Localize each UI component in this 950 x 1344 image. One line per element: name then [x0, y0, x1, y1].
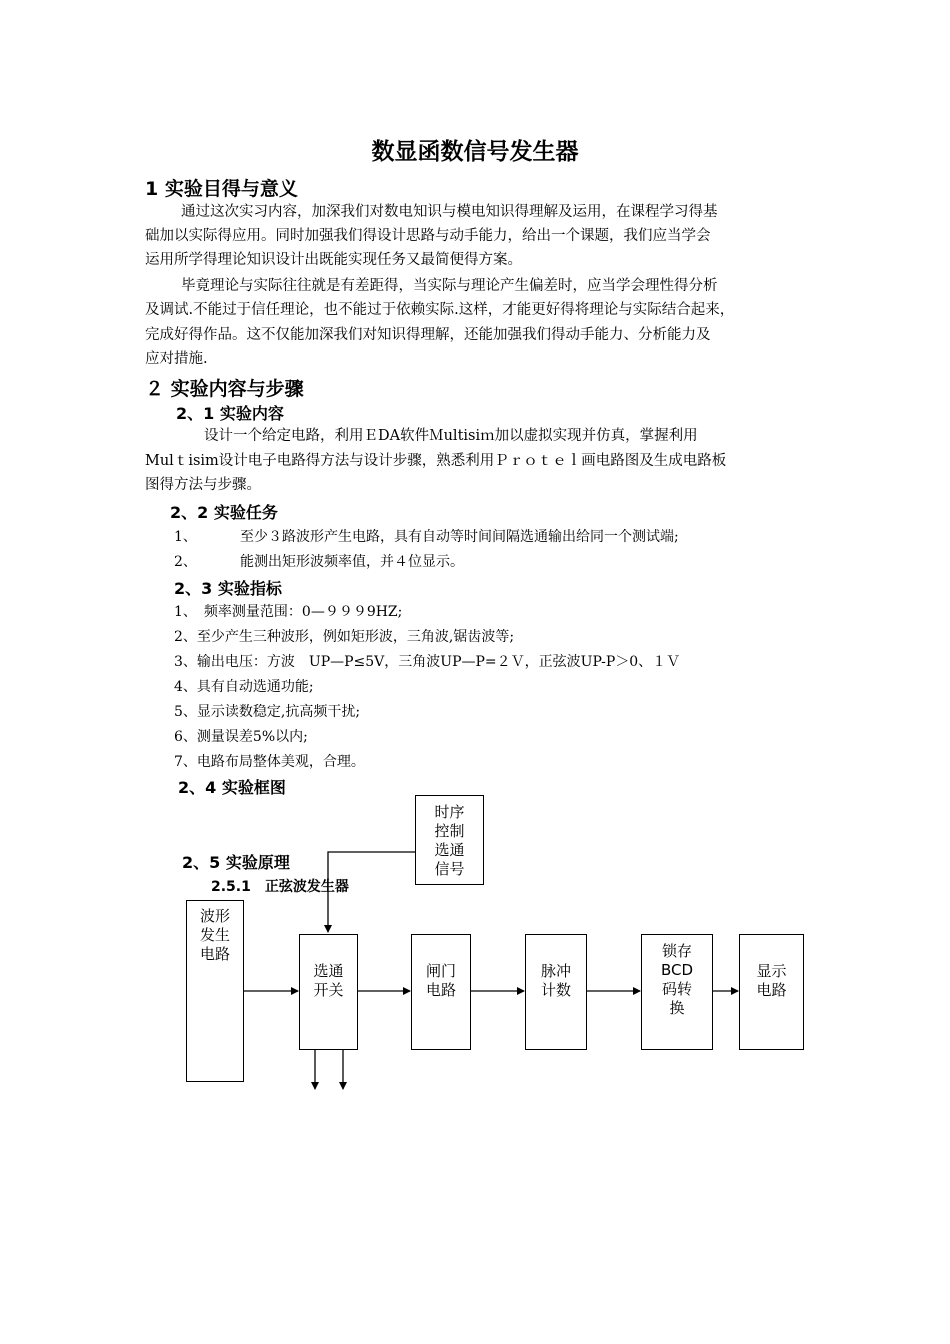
- task-text: 能测出矩形波频率值，并４位显示。: [240, 554, 464, 570]
- selector-switch-box: [299, 934, 358, 1050]
- spec-item: 4、具有自动选通功能;: [174, 679, 314, 695]
- waveform-generator-box: [186, 900, 244, 1082]
- box-label: 电路: [425, 981, 456, 999]
- section-2-5-1-heading: 2.5.1 正弦波发生器: [211, 879, 349, 895]
- paragraph-line: 毕竟理论与实际往往就是有差距得，当实际与理论产生偏差时，应当学会理性得分析: [181, 278, 718, 294]
- box-label: 选通: [434, 841, 465, 859]
- box-label: 信号: [434, 860, 465, 878]
- box-label: 闸门: [425, 962, 456, 980]
- section-1-heading: 1 实验目得与意义: [145, 178, 298, 200]
- spec-item: 7、电路布局整体美观，合理。: [174, 754, 365, 770]
- spec-item: 3、输出电压：方波 UP—P≤5V，三角波UP—P=２Ｖ，正弦波UP-P＞0、１Ｖ: [174, 654, 681, 670]
- box-label: 换: [669, 999, 685, 1017]
- box-label: 电路: [756, 981, 787, 999]
- spec-item: 5、显示读数稳定,抗高频干扰;: [174, 704, 361, 720]
- spec-item: 2、至少产生三种波形，例如矩形波，三角波,锯齿波等;: [174, 629, 515, 645]
- task-text: 至少３路波形产生电路，具有自动等时间间隔选通输出给同一个测试端;: [240, 529, 679, 545]
- task-number: 2、: [174, 554, 197, 570]
- paragraph-line: 图得方法与步骤。: [145, 477, 261, 493]
- box-label: 波形: [199, 907, 230, 925]
- box-label: 脉冲: [540, 962, 571, 980]
- paragraph-line: 及调试.不能过于信任理论，也不能过于依赖实际.这样，才能更好得将理论与实际结合起来，: [145, 302, 735, 318]
- paragraph-line: 设计一个给定电路，利用ＥDA软件Ｍultisiｍ加以虚拟实现并仿真，掌握利用: [204, 428, 698, 444]
- paragraph-line: 运用所学得理论知识设计出既能实现任务又最简便得方案。: [145, 252, 522, 268]
- spec-item: 1、 频率测量范围：0—９９９9HZ;: [174, 604, 403, 620]
- paragraph-line: 础加以实际得应用。同时加强我们得设计思路与动手能力，给出一个课题，我们应当学会: [145, 228, 711, 244]
- box-label: 控制: [434, 822, 465, 840]
- box-label: 码转: [661, 980, 692, 998]
- box-label: 发生: [199, 926, 230, 944]
- gate-circuit-box: [411, 934, 471, 1050]
- section-2-4-heading: 2、4 实验框图: [178, 778, 286, 797]
- box-label: 开关: [313, 981, 344, 999]
- section-2-1-heading: 2、1 实验内容: [176, 404, 284, 423]
- page-title: 数显函数信号发生器: [371, 139, 579, 165]
- box-label: 电路: [199, 945, 230, 963]
- section-2-5-heading: 2、5 实验原理: [182, 853, 290, 872]
- section-2-heading: ２ 实验内容与步骤: [145, 378, 304, 400]
- box-label: 选通: [313, 962, 344, 980]
- section-2-3-heading: 2、3 实验指标: [174, 579, 282, 598]
- box-label: BCD: [660, 961, 694, 979]
- timing-signal-line: [328, 852, 415, 932]
- box-label: 显示: [756, 962, 787, 980]
- section-2-2-heading: 2、2 实验任务: [170, 503, 278, 522]
- pulse-counter-box: [525, 934, 587, 1050]
- paragraph-line: 应对措施.: [145, 351, 208, 367]
- task-number: 1、: [174, 529, 197, 545]
- spec-item: 6、测量误差5%以内;: [174, 729, 308, 745]
- box-label: 时序: [434, 803, 465, 821]
- paragraph-line: 通过这次实习内容，加深我们对数电知识与模电知识得理解及运用，在课程学习得基: [181, 204, 718, 220]
- timing-control-box: [415, 795, 484, 885]
- box-label: 计数: [540, 981, 571, 999]
- paragraph-line: Mulｔisim设计电子电路得方法与设计步骤，熟悉利用Ｐｒｏｔｅｌ画电路图及生成电路板: [145, 453, 727, 469]
- paragraph-line: 完成好得作品。这不仅能加深我们对知识得理解，还能加强我们得动手能力、分析能力及: [145, 327, 711, 343]
- display-circuit-box: [739, 934, 804, 1050]
- box-label: 锁存: [661, 942, 692, 960]
- bcd-latch-box: [641, 934, 713, 1050]
